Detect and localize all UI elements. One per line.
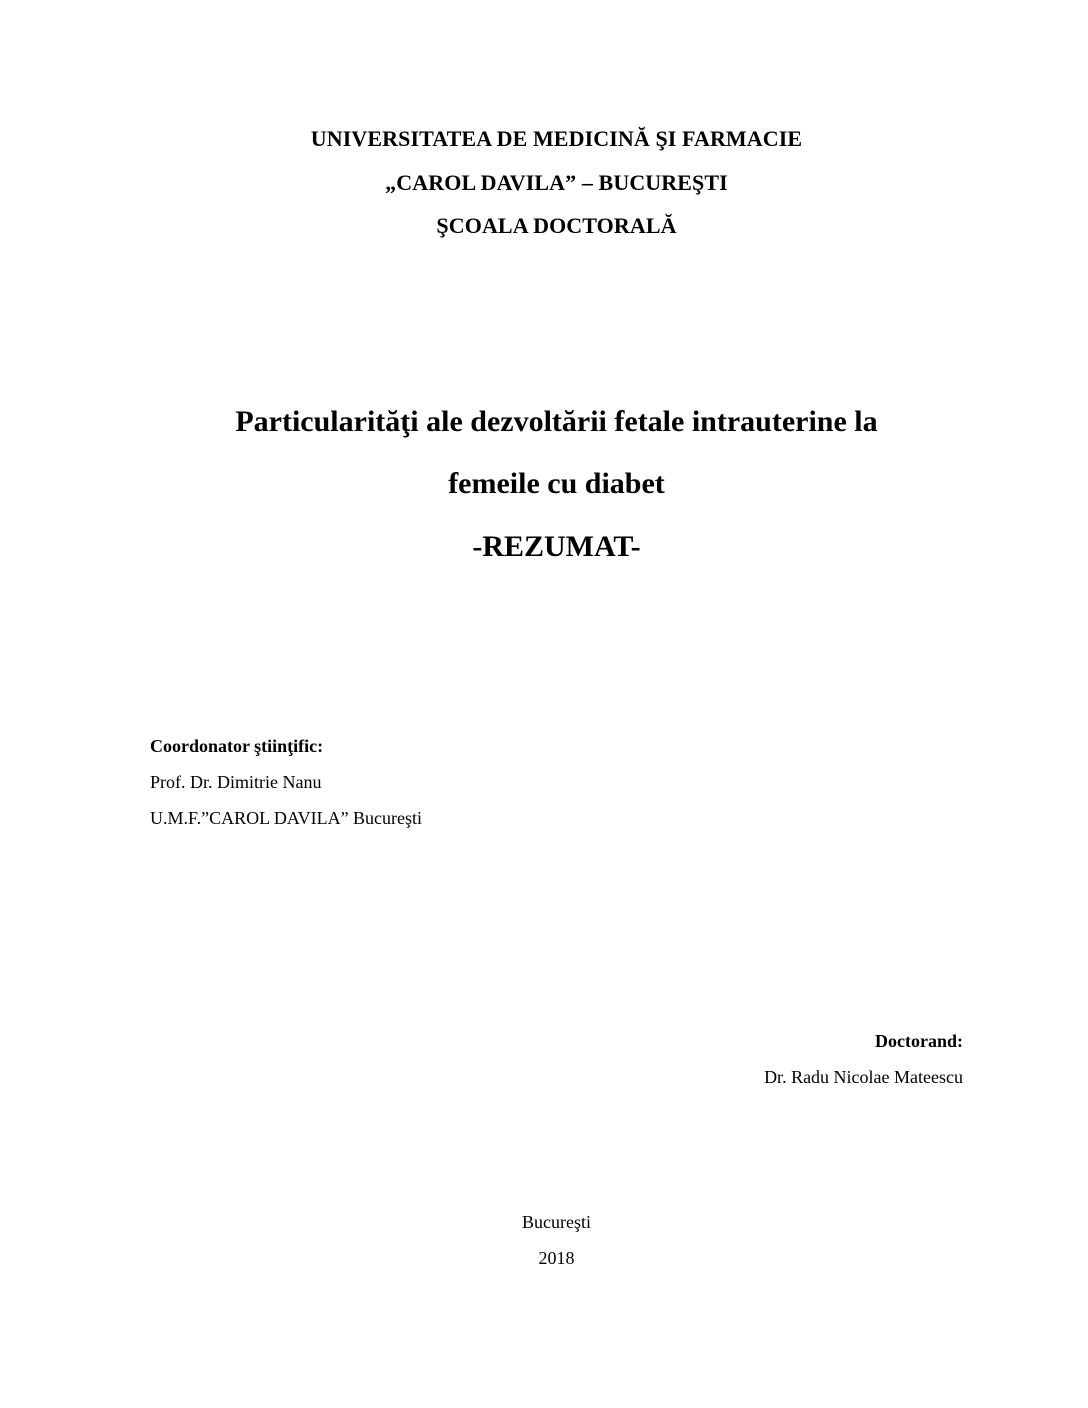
thesis-title-line-1: Particularităţi ale dezvoltării fetale intrauterine la [235,405,878,438]
coordinator-name: Prof. Dr. Dimitrie Nanu [150,772,322,792]
doctoral-school: ŞCOALA DOCTORALĂ [436,213,677,238]
university-name: UNIVERSITATEA DE MEDICINĂ ŞI FARMACIE [310,126,803,151]
university-city: „CAROL DAVILA” – BUCUREŞTI [385,170,728,195]
doctoral-student-label: Doctorand: [875,1031,963,1051]
coordinator-label: Coordonator ştiinţific: [150,736,324,756]
doctoral-student-name: Dr. Radu Nicolae Mateescu [764,1067,963,1087]
summary-label: -REZUMAT- [472,530,641,563]
city: Bucureşti [522,1212,591,1232]
thesis-title-line-2: femeile cu diabet [448,467,665,500]
year: 2018 [538,1248,575,1268]
coordinator-affiliation: U.M.F.”CAROL DAVILA” Bucureşti [150,808,423,828]
